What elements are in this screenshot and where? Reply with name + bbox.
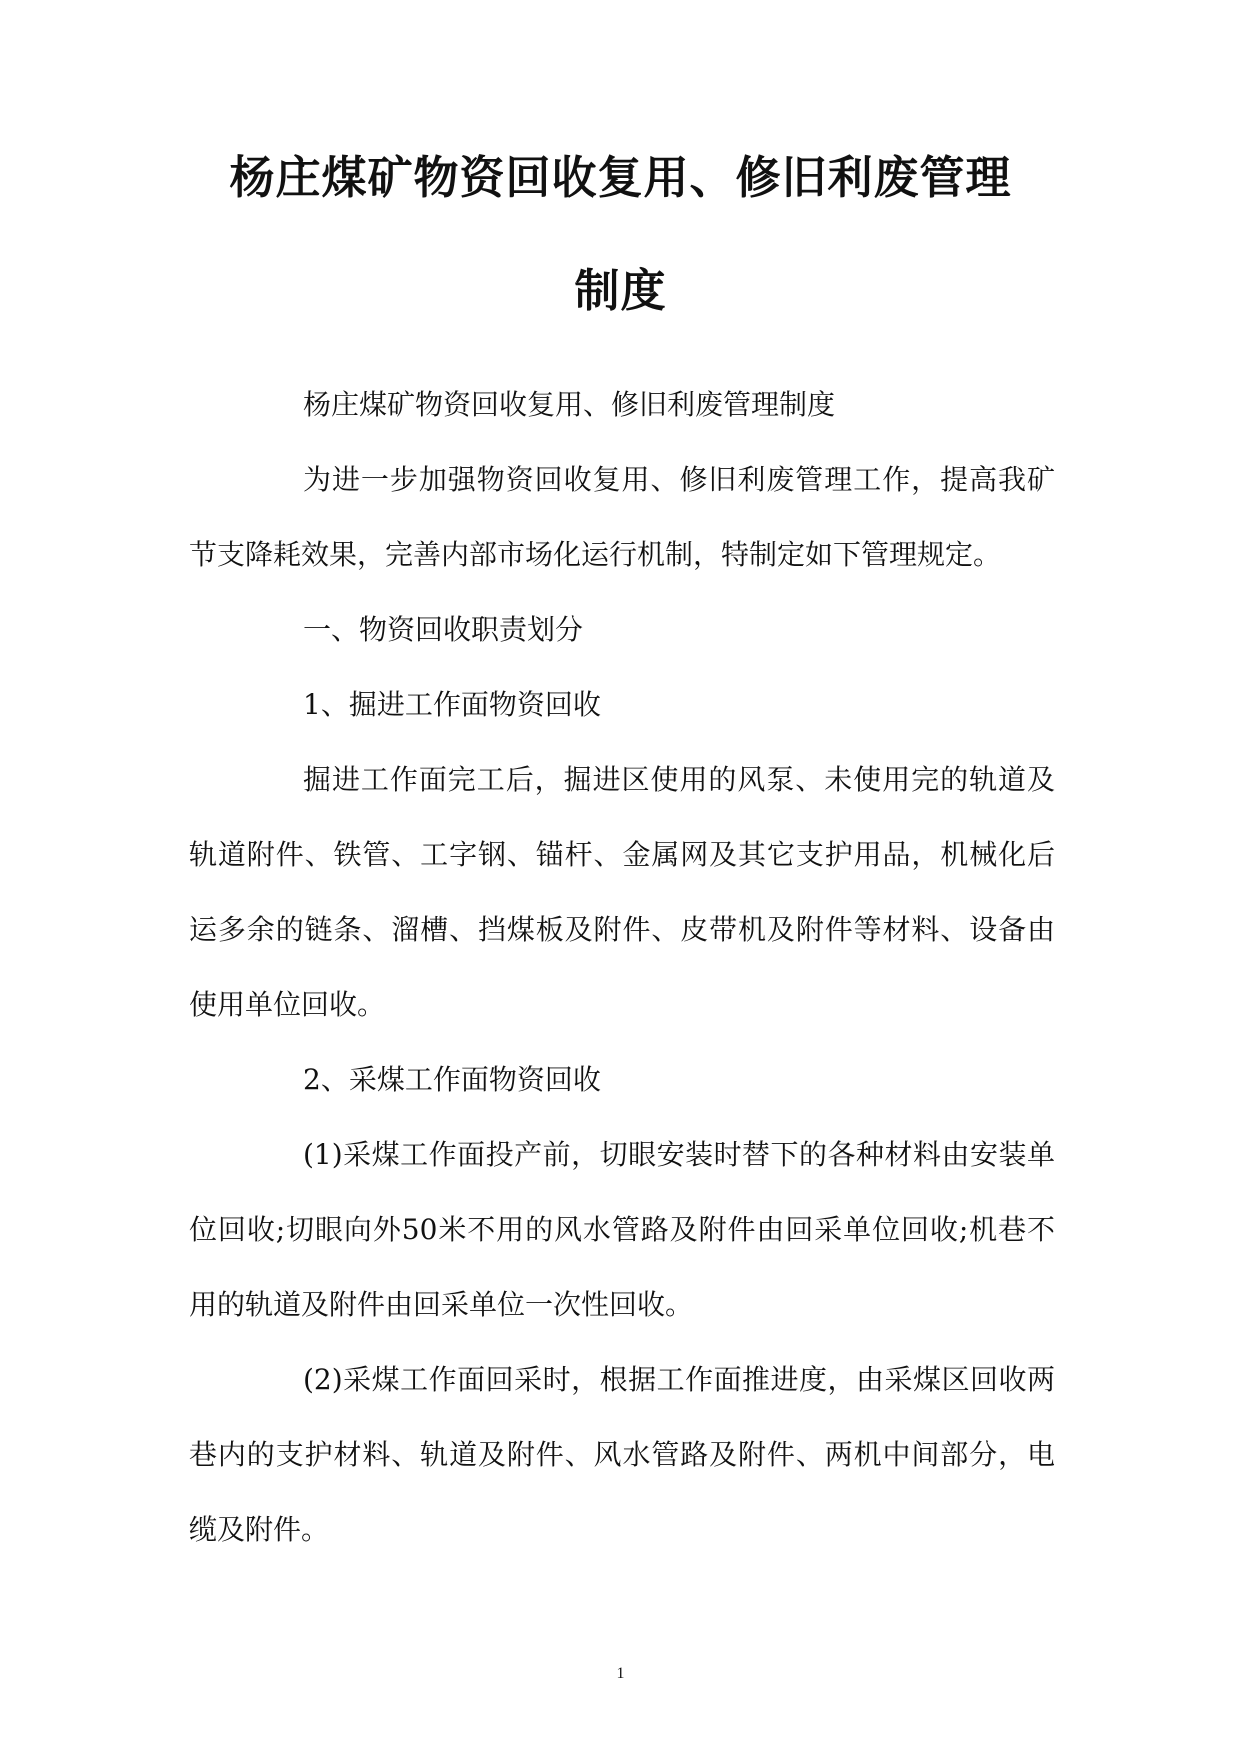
subsection-heading-2: 2、采煤工作面物资回收 — [303, 1063, 601, 1096]
document-body — [189, 367, 1055, 1567]
document-title-line-2: 制度 — [574, 264, 667, 317]
paragraph-item-1: (1)采煤工作面投产前，切眼安装时替下的各种材料由安装单位回收;切眼向外50米不用的风水管路及附件由回采单位回收;机巷不用的轨道及附件由回采单位一次性回收。 — [189, 1138, 1055, 1321]
document-title-line-1: 杨庄煤矿物资回收复用、修旧利废管理 — [229, 151, 1012, 204]
page-number: 1 — [616, 1665, 625, 1682]
paragraph-intro: 为进一步加强物资回收复用、修旧利废管理工作，提高我矿节支降耗效果，完善内部市场化运行机制，特制定如下管理规定。 — [189, 463, 1055, 571]
paragraph-excavation: 掘进工作面完工后，掘进区使用的风泵、未使用完的轨道及轨道附件、铁管、工字钢、锚杆、金属网及其它支护用品，机械化后运多余的链条、溜槽、挡煤板及附件、皮带机及附件等材料、设备由使用单位回收。 — [189, 763, 1055, 1021]
paragraph-doc-name: 杨庄煤矿物资回收复用、修旧利废管理制度 — [303, 388, 836, 421]
paragraph-item-2: (2)采煤工作面回采时，根据工作面推进度，由采煤区回收两巷内的支护材料、轨道及附件、风水管路及附件、两机中间部分，电缆及附件。 — [189, 1363, 1055, 1546]
section-heading-1: 一、物资回收职责划分 — [303, 613, 584, 646]
subsection-heading-1: 1、掘进工作面物资回收 — [303, 688, 601, 721]
